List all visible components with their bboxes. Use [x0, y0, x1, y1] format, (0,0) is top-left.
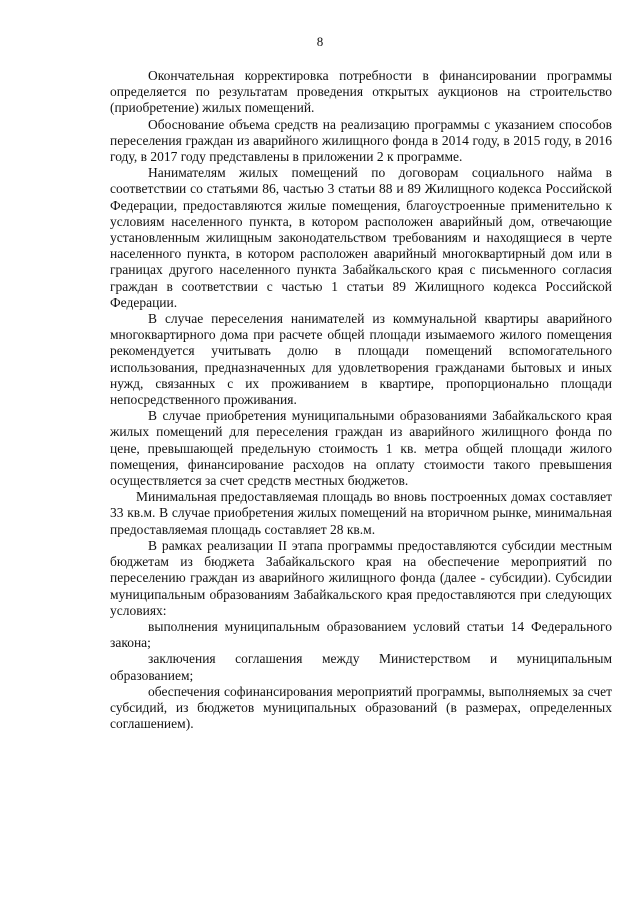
page-number: 8 — [316, 34, 324, 49]
paragraph-funding-justification: Обоснование объема средств на реализацию программы с указанием способов переселения граждан из аварийного жилищного фонда в 2014 году, в 2015 году, в 2016 году, в 2017 году представлены в приложении 2 к программе. — [110, 116, 612, 165]
document-body — [110, 68, 612, 732]
paragraph-minimum-area: Минимальная предоставляемая площадь во вновь построенных домах составляет 33 кв.м. В случае приобретения жилых помещений на вторичном рынке, минимальная предоставляемая площадь составляет 28 кв.м. — [110, 489, 612, 537]
condition-cofinancing: обеспечения софинансирования мероприятий программы, выполняемых за счет субсидий, из бюджетов муниципальных образований (в размерах, определенных соглашением). — [110, 683, 612, 732]
paragraph-communal-apartment: В случае переселения нанимателей из коммунальной квартиры аварийного многоквартирного дома при расчете общей площади изымаемого жилого помещения рекомендуется учитывать долю в площади помещений вспомогательного использования, предназначенных для удовлетворения гражданами бытовых и иных нужд, связанных с их проживанием в квартире, пропорционально площади непосредственного проживания. — [110, 311, 612, 408]
condition-agreement: заключения соглашения между Министерством и муниципальным образованием; — [110, 651, 612, 683]
paragraph-subsidies: В рамках реализации II этапа программы предоставляются субсидии местным бюджетам из бюджета Забайкальского края на обеспечение мероприятий по переселению граждан из аварийного жилищного фонда (далее - субсидии). Субсидии муниципальным образованиям Забайкальского края предоставляются при следующих условиях: — [110, 537, 612, 618]
paragraph-price-excess: В случае приобретения муниципальными образованиями Забайкальского края жилых помещений для переселения граждан из аварийного жилищного фонда по цене, превышающей предельную стоимость 1 кв. метра общей площади жилого помещения, финансирование расходов на оплату стоимости такого превышения осуществляется за счет средств местных бюджетов. — [110, 408, 612, 489]
paragraph-tenants-housing: Нанимателям жилых помещений по договорам социального найма в соответствии со статьями 86, частью 3 статьи 88 и 89 Жилищного кодекса Российской Федерации, предоставляются жилые помещения, благоустроенные применительно к условиям населенного пункта, в котором расположен аварийный дом, отвечающие установленным жилищным законодательством требованиям и находящиеся в черте населенного пункта, в котором расположен аварийный многоквартирный дом или в границах другого населенного пункта Забайкальского края с письменного согласия граждан в соответствии с частью 1 статьи 89 Жилищного кодекса Российской Федерации. — [110, 165, 612, 310]
paragraph-financing-adjustment: Окончательная корректировка потребности в финансировании программы определяется по результатам проведения открытых аукционов на строительство (приобретение) жилых помещений. — [110, 68, 612, 116]
condition-federal-law: выполнения муниципальным образованием условий статьи 14 Федерального закона; — [110, 618, 612, 651]
